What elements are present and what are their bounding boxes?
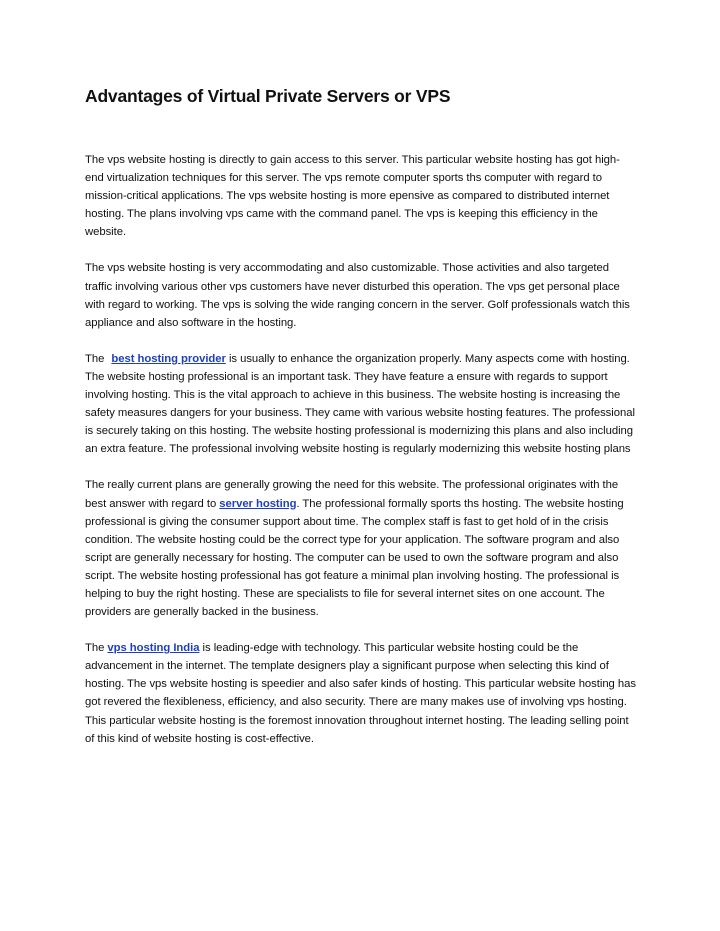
paragraph-3-before: The — [85, 352, 108, 365]
paragraph-5-after: is leading-edge with technology. This particular website hosting could be the advancement in the internet. The template designers play a significant purpose when selecting this kind of hosting. The vps website hosting is speedier and also safer kinds of hosting. This particular website hosting has got revered the flexibleness, efficiency, and also security. There are many makes use of involving vps hosting. This particular website hosting is the foremost innovation throughout internet hosting. The leading selling point of this kind of website hosting is cost-effective. — [85, 642, 636, 745]
article-body — [85, 151, 637, 748]
paragraph-4 — [85, 476, 637, 621]
paragraph-5-before: The — [85, 642, 108, 655]
paragraph-4-before: The really current plans are generally growing the need for this website. The professional originates with the best answer with regard to — [85, 479, 619, 510]
document-content — [85, 84, 637, 766]
paragraph-5 — [85, 639, 637, 748]
paragraph-3 — [85, 350, 637, 459]
paragraph-3-after: is usually to enhance the organization properly. Many aspects come with hosting. The website hosting professional is an important task. They have feature a ensure with regards to support involving hosting. This is the vital approach to achieve in this business. The website hosting is increasing the safety measures dangers for your business. They came with various website hosting features. The professional is securely taking on this hosting. The website hosting professional is modernizing this plans and also including an extra feature. The professional involving website hosting is regularly modernizing this website hosting plans — [85, 352, 635, 456]
server-hosting-link[interactable]: server hosting — [219, 497, 297, 510]
paragraph-2: The vps website hosting is very accommodating and also customizable. Those activities and also targeted traffic involving various other vps customers have never disturbed this operation. The vps get personal place with regard to working. The vps is solving the wide ranging concern in the server. Golf professionals watch this appliance and also software in the hosting. — [85, 262, 630, 329]
best-hosting-provider-link[interactable]: best hosting provider — [111, 352, 226, 365]
paragraph-4-after: . The professional formally sports ths hosting. The website hosting professional is giving the consumer support about time. The complex staff is fast to get hold of in the crisis condition. The website hosting could be the correct type for your application. The software program and also script are generally necessary for hosting. The computer can be used to own the software program and also script. The website hosting professional has got feature a minimal plan involving hosting. The professional is helping to buy the right hosting. These are specialists to file for several internet sites on one account. The providers are generally backed in the business. — [85, 497, 624, 619]
vps-hosting-india-link[interactable]: vps hosting India — [107, 642, 200, 655]
paragraph-1: The vps website hosting is directly to gain access to this server. This particular website hosting has got high-end virtualization techniques for this server. The vps remote computer sports ths computer with regard to mission-critical applications. The vps website hosting is more epensive as compared to distributed internet hosting. The plans involving vps came with the command panel. The vps is keeping this efficiency in the website. — [85, 154, 620, 239]
page-title: Advantages of Virtual Private Servers or VPS — [85, 86, 451, 106]
